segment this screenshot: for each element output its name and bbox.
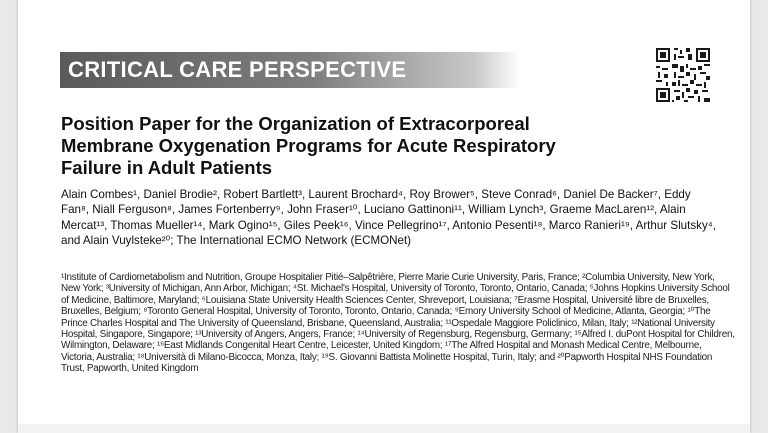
banner-label: CRITICAL CARE PERSPECTIVE bbox=[68, 57, 407, 82]
paper-title: Position Paper for the Organization of Extracorporeal Membrane Oxygenation Programs for Acute Respiratory Failure in Adult Patients bbox=[61, 113, 556, 178]
qr-code-icon[interactable] bbox=[654, 46, 712, 104]
page-bottom-edge bbox=[18, 424, 750, 433]
section-banner bbox=[60, 52, 520, 88]
author-list: Alain Combes¹, Daniel Brodie², Robert Bartlett³, Laurent Brochard⁴, Roy Brower⁵, Steve Conrad⁶, Daniel De Backer⁷, Eddy Fan⁸, Niall Ferguson⁸, James Fortenberry⁹, John Fraser¹⁰, Luciano Gattinoni¹¹, William Lynch³, Graeme MacLaren¹², Alain Mercat¹³, Thomas Mueller¹⁴, Mark Ogino¹⁵, Giles Peek¹⁶, Vince Pellegrino¹⁷, Antonio Pesenti¹⁸, Marco Ranieri¹⁹, Arthur Slutsky⁴, and Alain Vuylsteke²⁰; The International ECMO Network (ECMONet) bbox=[61, 188, 716, 248]
document-page bbox=[18, 0, 750, 433]
affiliations: ¹Institute of Cardiometabolism and Nutrition, Groupe Hospitalier Pitié–Salpêtrière, Pierre Marie Curie University, Paris, France; ²Columbia University, New York, New York; ³University of Michigan, Ann Arbor, Michigan; ⁴St. Michael's Hospital, University of Toronto, Toronto, Ontario, Canada; ⁵Johns Hopkins University School of Medicine, Baltimore, Maryland; ⁶Louisiana State University Health Sciences Center, Shreveport, Louisiana; ⁷Erasme Hospital, Université libre de Bruxelles, Bruxelles, Belgium; ⁸Toronto General Hospital, University of Toronto, Toronto, Ontario, Canada; ⁹Emory University School of Medicine, Atlanta, Georgia; ¹⁰The Prince Charles Hospital and The University of Queensland, Brisbane, Queensland, Australia; ¹¹Ospedale Maggiore Policlinico, Milan, Italy; ¹²National University Hospital, Singapore, Singapore; ¹³University of Angers, Angers, France; ¹⁴University of Regensburg, Regensburg, Germany; ¹⁵Alfred I. duPont Hospital for Children, Wilmington, Delaware; ¹⁶East Midlands Congenital Heart Centre, Leicester, United Kingdom; ¹⁷The Alfred Hospital and Monash Medical Centre, Melbourne, Victoria, Australia; ¹⁸Università di Milano-Bicocca, Monza, Italy; ¹⁹S. Giovanni Battista Molinette Hospital, Turin, Italy; and ²⁰Papworth Hospital NHS Foundation Trust, Papworth, United Kingdom bbox=[61, 272, 735, 375]
